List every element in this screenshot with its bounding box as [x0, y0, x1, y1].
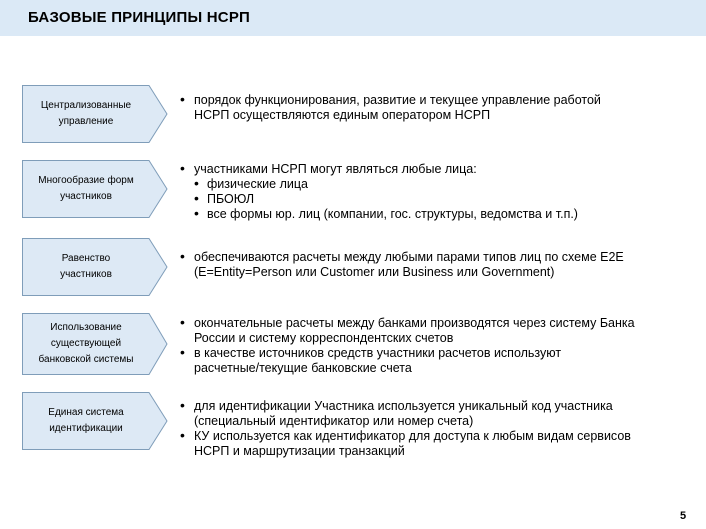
principle-chevron — [22, 313, 168, 375]
principle-bullets — [180, 250, 685, 280]
principle-bullets — [180, 399, 685, 459]
bullet-item: • в качестве источников средств участники расчетов используют расчетные/текущие банковские счета — [180, 346, 685, 376]
bullet-item: • КУ используется как идентификатор для доступа к любым видам сервисов НСРП и маршрутизации транзакций — [180, 429, 685, 459]
bullet-item: • участниками НСРП могут являться любые лица: — [180, 162, 685, 177]
principle-chevron — [22, 160, 168, 218]
sub-bullet-item: • все формы юр. лиц (компании, гос. структуры, ведомства и т.п.) — [180, 207, 685, 222]
bullet-item: • для идентификации Участника используется уникальный код участника (специальный идентификатор или номер счета) — [180, 399, 685, 429]
page-number: 5 — [680, 510, 687, 522]
principle-chevron — [22, 85, 168, 143]
principle-chevron — [22, 392, 168, 450]
principle-bullets — [180, 93, 685, 123]
page-title: БАЗОВЫЕ ПРИНЦИПЫ НСРП — [28, 9, 251, 26]
sub-bullet-item: • ПБОЮЛ — [180, 192, 685, 207]
principle-label: Многообразие форм участников — [38, 175, 134, 202]
bullet-item: • порядок функционирования, развитие и текущее управление работой НСРП осуществляются единым оператором НСРП — [180, 93, 685, 123]
principle-bullets — [180, 316, 685, 376]
bullet-item: • окончательные расчеты между банками производятся через систему Банка России и систему корреспондентских счетов — [180, 316, 685, 346]
title-bar — [0, 0, 706, 36]
principle-chevron — [22, 238, 168, 296]
principle-label: Единая система идентификации — [48, 407, 124, 434]
principle-bullets — [180, 162, 685, 222]
principle-label: Использование существующей банковской системы — [38, 322, 134, 365]
principle-label: Централизованные управление — [40, 100, 132, 127]
sub-bullet-item: • физические лица — [180, 177, 685, 192]
bullet-item: • обеспечиваются расчеты между любыми парами типов лиц по схеме E2E (E=Entity=Person или Customer или Business или Government) — [180, 250, 685, 280]
principle-label: Равенство участников — [60, 253, 112, 280]
